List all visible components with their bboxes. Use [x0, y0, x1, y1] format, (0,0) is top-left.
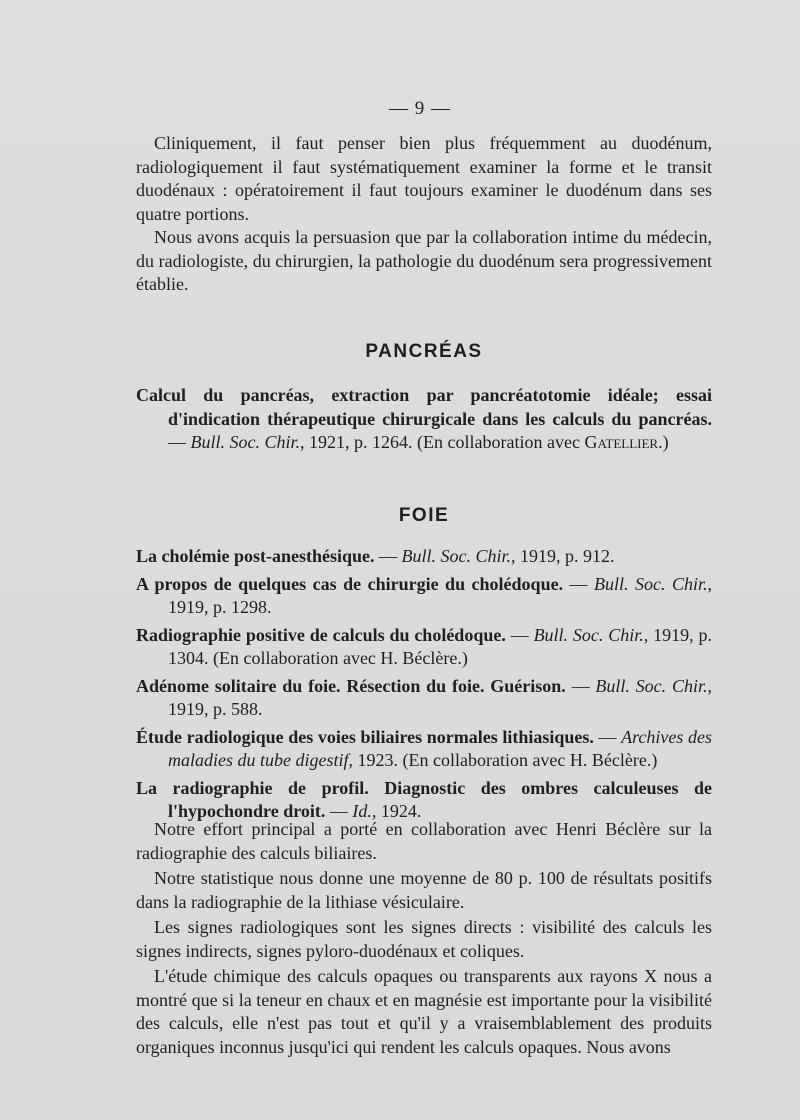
body-paragraph-4: L'étude chimique des calculs opaques ou transparents aux rayons X nous a montré que si la teneur en chaux et en magnésie est importante pour la visibilité des calculs, elle n'est pas tout et qu'il y a vraisemblablement des produits organiques inconnus jusqu'ici qui rendent les calculs opaques. Nous avons [136, 966, 712, 1057]
reference-details: , 1919, p. 1304. (En collaboration avec H. Béclère.) [168, 624, 713, 668]
body-paragraph-3: Les signes radiologiques sont les signes directs : visibilité des calculs les signes indirects, signes pyloro-duodénaux et coliques. [136, 917, 712, 961]
reference-title: A propos de quelques cas de chirurgie du cholédoque. [136, 573, 564, 594]
reference-title: La cholémie post-anesthésique. [136, 546, 375, 566]
foie-references [136, 545, 712, 828]
reference-dash: — [374, 546, 402, 566]
intro-paragraph-1: Cliniquement, il faut penser bien plus fréquemment au duodénum, radiologiquement il faut systématiquement examiner la forme et le transit duodénaux : opératoirement il faut toujours examiner le duodénum dans ses quatre portions. [136, 133, 712, 224]
body-paragraph-2: Notre statistique nous donne une moyenne de 80 p. 100 de résultats positifs dans la radiographie de la lithiase vésiculaire. [136, 868, 712, 912]
reference-source: Bull. Soc. Chir. [533, 624, 644, 645]
reference-dash: — [565, 675, 596, 696]
reference-dash: — [325, 801, 353, 821]
pancreas-references [136, 384, 712, 459]
reference-dash: — [563, 573, 595, 594]
reference-item [136, 384, 712, 455]
reference-source: Archives des maladies du tube digestif [168, 726, 713, 770]
reference-details: , 1923. (En collaboration avec H. Béclère.) [348, 750, 658, 770]
reference-item [136, 675, 712, 722]
reference-item [136, 545, 712, 569]
reference-title: Radiographie positive de calculs du cholédoque. [136, 624, 506, 645]
reference-item [136, 726, 712, 773]
reference-dash: — [593, 726, 622, 747]
reference-item [136, 573, 712, 620]
body-section [136, 818, 712, 1059]
reference-details: , 1921, p. 1264. (En collaboration avec [300, 432, 585, 452]
reference-source: Bull. Soc. Chir. [190, 432, 301, 452]
reference-details: , 1924. [371, 801, 422, 821]
reference-details: , 1919, p. 912. [511, 546, 615, 566]
intro-paragraph-2: Nous avons acquis la persuasion que par la collaboration intime du médecin, du radiologiste, du chirurgien, la pathologie du duodénum sera progressivement établie. [136, 227, 712, 294]
reference-dash: — [168, 432, 191, 452]
reference-dash: — [505, 624, 534, 645]
reference-end: .) [658, 432, 669, 452]
body-paragraph-1: Notre effort principal a porté en collaboration avec Henri Béclère sur la radiographie des calculs biliaires. [136, 819, 712, 863]
reference-source: Bull. Soc. Chir. [401, 546, 512, 566]
reference-details: , 1919, p. 1298. [168, 573, 713, 617]
page-number: — 9 — [389, 98, 451, 119]
reference-title: Calcul du pancréas, extraction par pancréatotomie idéale; essai d'indication thérapeutique chirurgicale dans les calculs du pancréas. [136, 385, 712, 429]
reference-collaborator: Gatellier [584, 432, 659, 452]
reference-title: Étude radiologique des voies biliaires normales lithiasiques. [136, 726, 594, 747]
reference-source: Bull. Soc. Chir. [594, 573, 708, 594]
reference-item [136, 777, 712, 824]
reference-item [136, 624, 712, 671]
reference-title: Adénome solitaire du foie. Résection du foie. Guérison. [136, 675, 566, 696]
reference-title: La radiographie de profil. Diagnostic des ombres calculeuses de l'hypochondre droit. [136, 777, 712, 821]
reference-source: Id. [352, 801, 372, 821]
section-heading-pancreas: PANCRÉAS [365, 341, 483, 362]
reference-source: Bull. Soc. Chir. [595, 675, 708, 696]
reference-details: , 1919, p. 588. [168, 675, 712, 719]
intro-section [136, 132, 712, 297]
section-heading-foie: FOIE [398, 505, 450, 526]
